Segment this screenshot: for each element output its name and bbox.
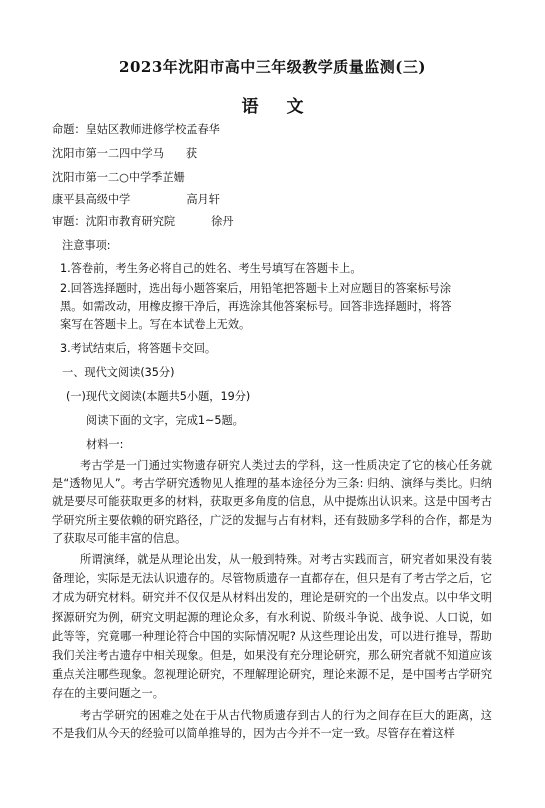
paragraph: 考古学研究的困难之处在于从古代物质遗存到古人的行为之间存在巨大的距离，这不是我们从今天的经验可以简单推导的，因为古今并不一定一致。尽管存在着这样 <box>52 709 492 741</box>
subject-title: 语文 <box>241 97 332 117</box>
author-label: 沈阳市第一二四中学马 <box>52 147 164 160</box>
author-line <box>52 146 197 162</box>
author-label: 康平县高级中学 <box>52 193 131 206</box>
author-line <box>52 122 220 138</box>
note-item: 案写在答题卡上。写在本试卷上无效。 <box>60 318 251 331</box>
author-name: 获 <box>185 147 198 160</box>
note-item: 3.考试结束后，将答题卡交回。 <box>60 342 217 355</box>
note-item: 2.回答选择题时，选出每小题答案后，用铅笔把答题卡上对应题目的答案标号涂 <box>60 282 452 295</box>
section-heading: 一、现代文阅读(35分) <box>62 366 175 379</box>
note-item: 黑。如需改动，用橡皮擦干净后，再选涂其他答案标号。回答非选择题时，将答 <box>60 300 452 313</box>
note-item: 1.答卷前，考生务必将自己的姓名、考生号填写在答题卡上。 <box>60 262 362 275</box>
author-line <box>52 192 220 208</box>
instruction-text: 阅读下面的文字，完成1~5题。 <box>86 414 244 427</box>
exam-title: 2023年沈阳市高中三年级教学质量监测(三) <box>119 58 426 76</box>
author-line <box>52 170 185 186</box>
paragraph: 所谓演绎，就是从理论出发，从一般到特殊。对考古实践而言，研究者如果没有装备理论，实际是无法认识遗存的。尽管物质遗存一直都存在，但只是有了考古学之后，它才成为研究材料。研究并不仅仅是从材料出发的，理论是研究的一个出发点。以中华文明探源研究为例，研究文明起源的理论众多，有水利说、阶级斗争说、战争说、人口说，如此等等，究竟哪一种理论符合中国的实际情况呢? 从这些理论出发，可以进行推导，帮助我们关注考古遗存中相关现象。但是，如果没有充分理论研究，那么研究者就不知道应该重点关注哪些现象。忽视理论研究，不理解理论研究，理论来源不足，是中国考古学研究存在的主要问题之一。 <box>52 553 492 701</box>
material-label: 材料一: <box>86 438 124 451</box>
author-name: 高月轩 <box>186 193 220 206</box>
author-label: 审题：沈阳市教育研究院 <box>52 215 176 228</box>
author-label: 沈阳市第一二○中学季芷姗 <box>52 171 185 184</box>
paragraph: 考古学是一门通过实物遗存研究人类过去的学科，这一性质决定了它的核心任务就是“透物见人”。考古学研究透物见人推理的基本途径分为三条: 归纳、演绎与类比。归纳就是要尽可能获取更多的材料，获取更多角度的信息，从中提炼出认识来。这是中国考古学研究所主要依赖的研究路径，广泛的发掘与占有材料，还有鼓励多学科的合作，都是为了获取尽可能丰富的信息。 <box>52 459 492 545</box>
notes-heading: 注意事项: <box>62 239 111 252</box>
author-label: 命题：皇姑区教师进修学校孟春华 <box>52 123 220 136</box>
author-name: 徐丹 <box>211 215 234 228</box>
subsection-heading: (一)现代文阅读(本题共5小题，19分) <box>66 390 251 403</box>
author-line <box>52 214 233 230</box>
